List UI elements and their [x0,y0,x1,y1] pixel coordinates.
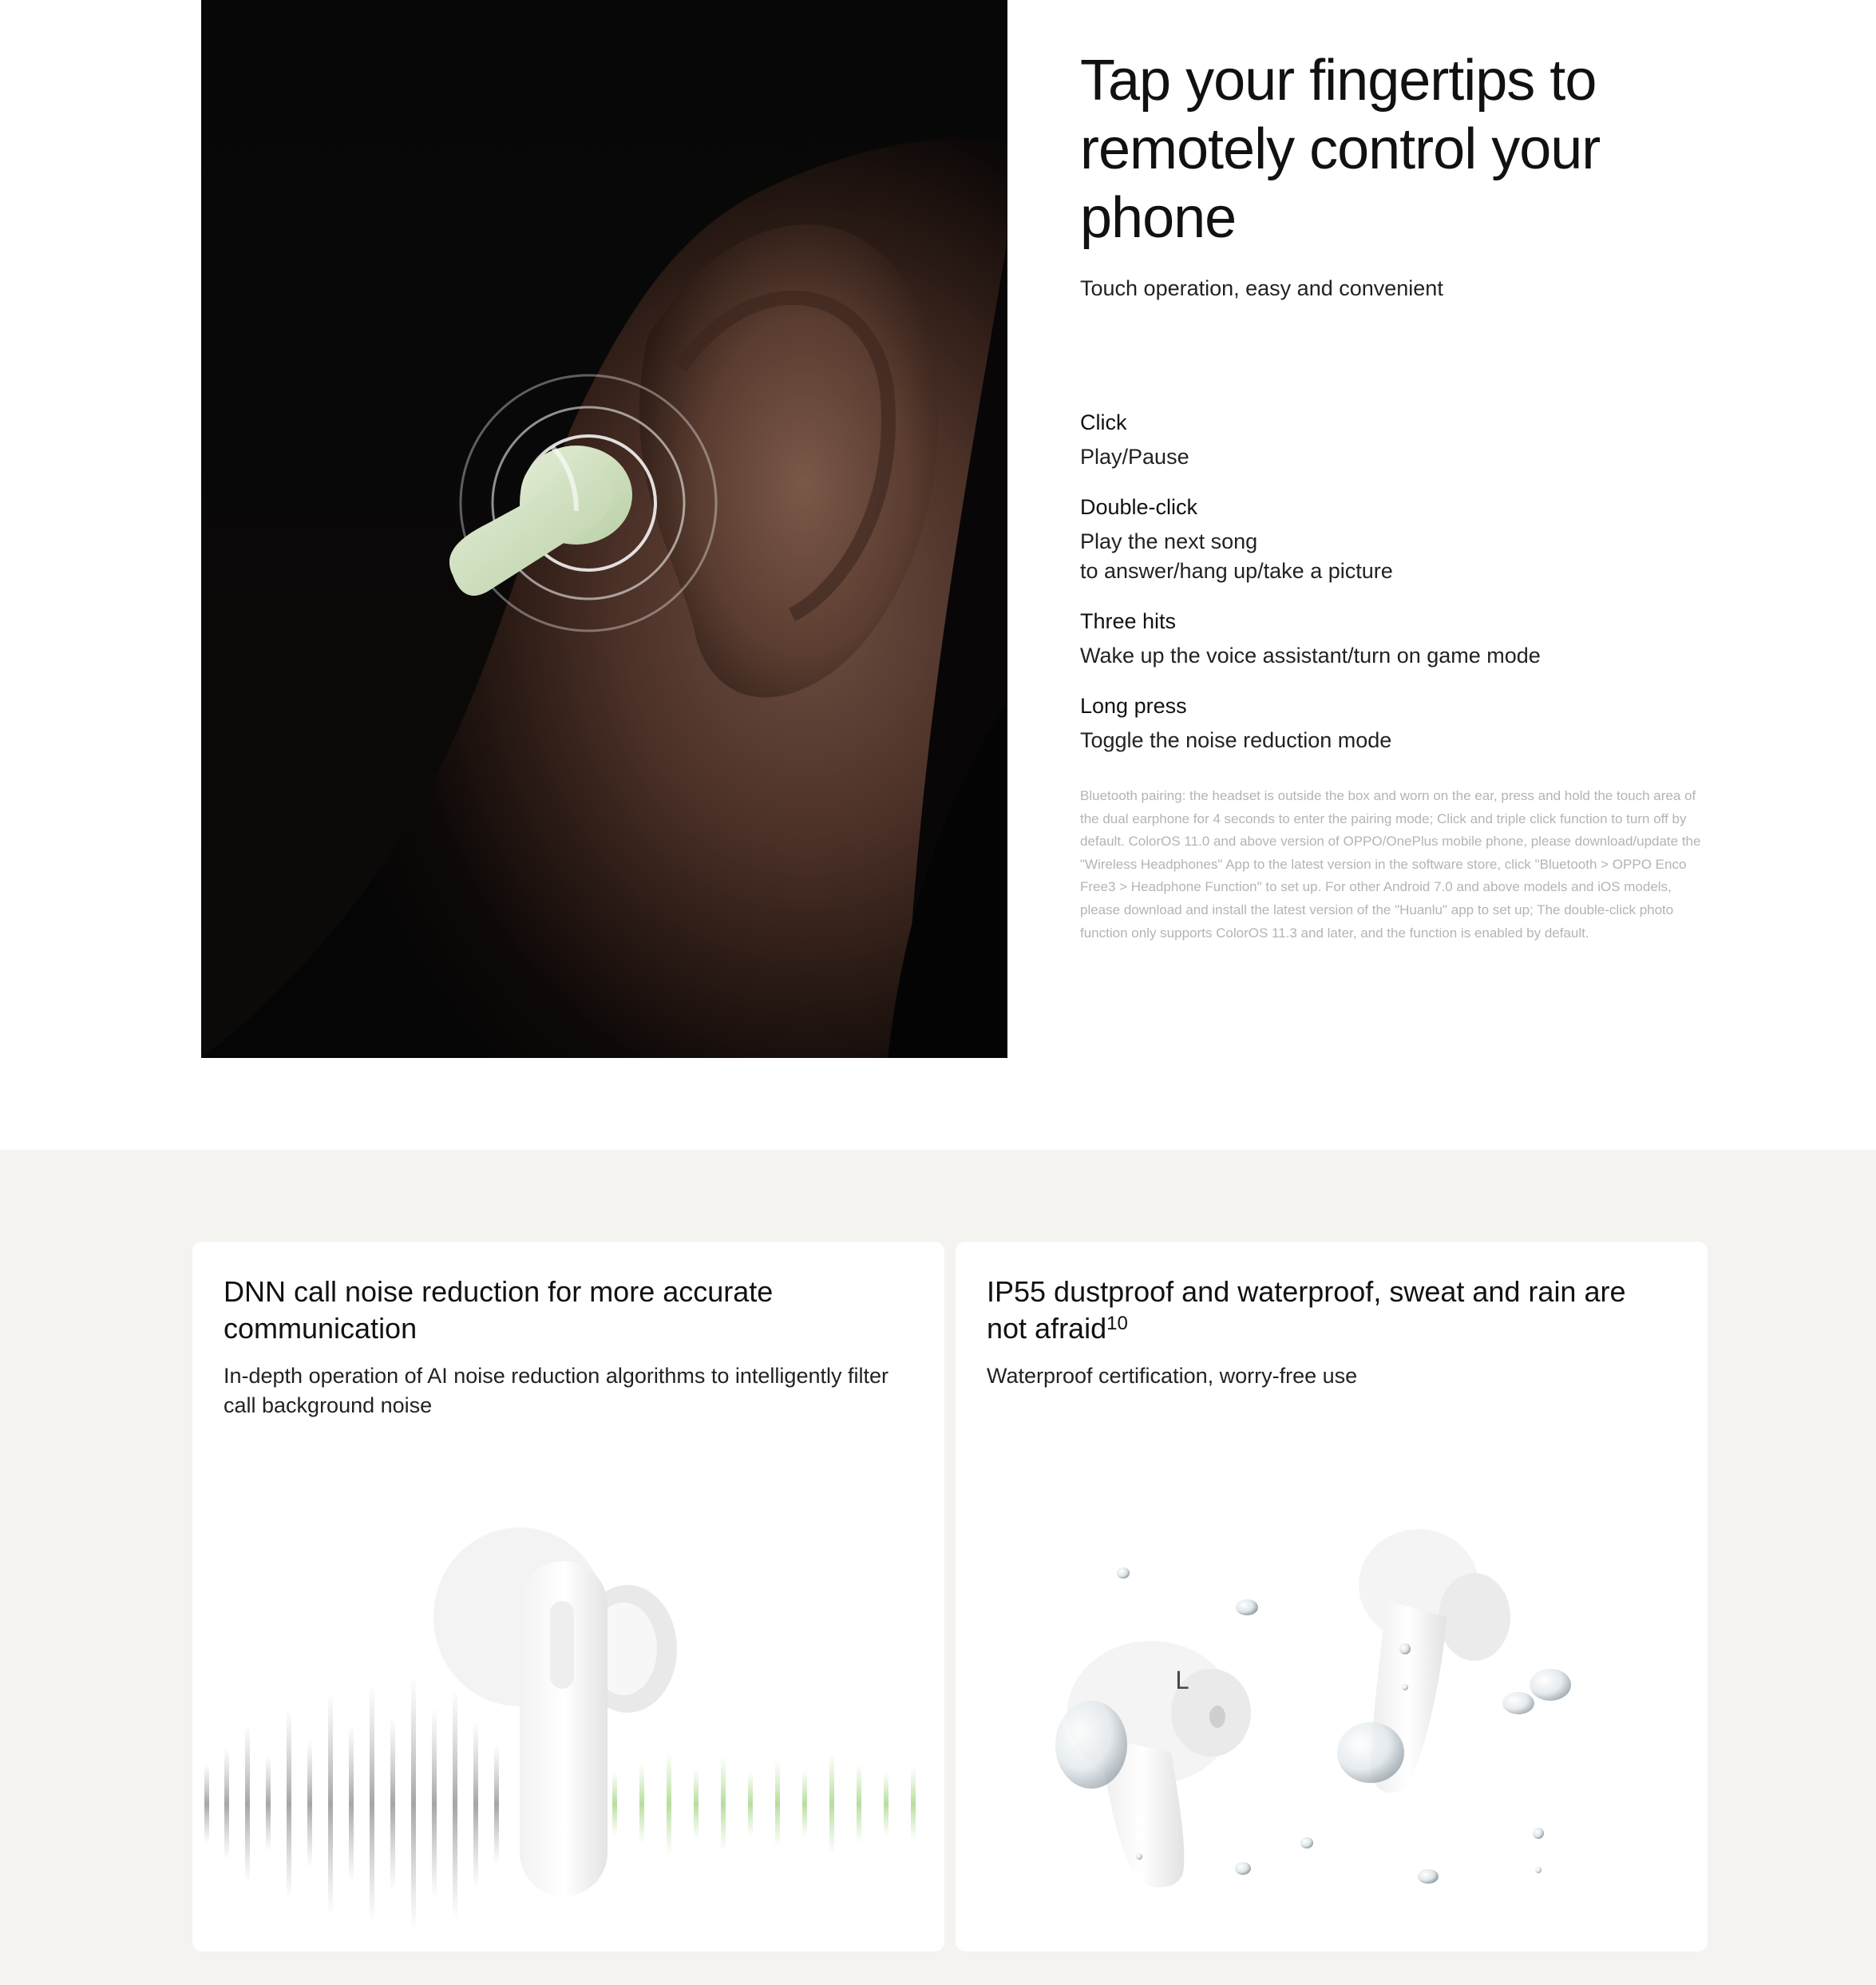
feature-card-noise-reduction [192,1242,944,1951]
control-title: Click [1080,410,1127,434]
control-title: Long press [1080,694,1187,718]
card-subtitle: In-depth operation of AI noise reduction algorithms to intelligently filter call background noise [224,1364,889,1417]
control-item-three-hits [1080,608,1735,671]
control-item-click [1080,409,1735,472]
pairing-footnote: Bluetooth pairing: the headset is outside the box and worn on the ear, press and hold the touch area of the dual earphone for 4 seconds to enter the pairing mode; Click and triple click function to turn off by default. ColorOS 11.0 and above version of OPPO/OnePlus mobile phone, please download/update the "Wireless Headphones" App to the latest version in the software store, click "Bluetooth > OPPO Enco Free3 > Headphone Function" to set up. For other Android 7.0 and above models and iOS models, please download and install the latest version of the "Huanlu" app to set up; The double-click photo function only supports ColorOS 11.3 and later, and the function is enabled by default. [1080,788,1701,941]
touch-controls-list [1080,409,1735,777]
control-title: Three hits [1080,609,1177,633]
card-subtitle: Waterproof certification, worry-free use [987,1364,1358,1388]
control-description: Play/Pause [1080,445,1189,469]
hero-subtitle: Touch operation, easy and convenient [1080,276,1443,300]
control-title: Double-click [1080,495,1198,519]
card-title [224,1274,910,1347]
earbud-mark: L [1175,1667,1189,1695]
earbud-sound-wave-icon [192,1242,944,1951]
control-description: Wake up the voice assistant/turn on game mode [1080,644,1541,668]
card-title-text: IP55 dustproof and waterproof, sweat and rain are not afraid [987,1275,1626,1345]
feature-card-waterproof [956,1242,1708,1951]
hero-text-block [1080,46,1735,301]
footnote-reference: 10 [1106,1313,1128,1334]
hero-title: Tap your fingertips to remotely control your phone [1080,49,1601,250]
earbud-in-ear-touch-rings-icon [201,0,1007,1058]
card-title [987,1274,1673,1347]
control-item-long-press [1080,692,1735,755]
control-item-double-click [1080,493,1735,586]
control-description: Play the next song [1080,529,1258,553]
card-title-text: DNN call noise reduction for more accurate communication [224,1275,774,1345]
hero-photo [201,0,1007,1058]
earbuds-water-drops-icon [956,1242,1708,1951]
control-description: Toggle the noise reduction mode [1080,728,1392,752]
control-description: to answer/hang up/take a picture [1080,559,1393,583]
